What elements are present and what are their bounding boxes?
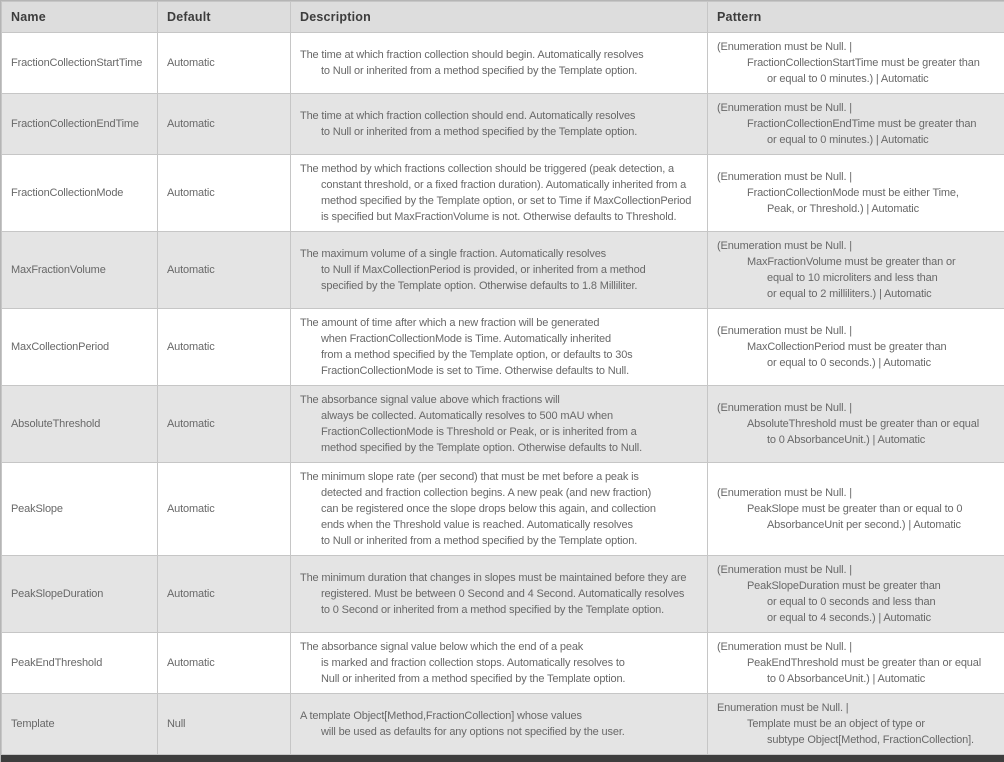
option-description-cell xyxy=(291,155,708,232)
table-header-row xyxy=(2,2,1004,33)
text-line: will be used as defaults for any options not specified by the user. xyxy=(300,724,699,740)
text-line: AbsorbanceUnit per second.) | Automatic xyxy=(717,517,996,533)
text-line: registered. Must be between 0 Second and 4 Second. Automatically resolves xyxy=(300,586,699,602)
option-description-cell xyxy=(291,556,708,633)
text-line: The minimum slope rate (per second) that must be met before a peak is xyxy=(300,469,699,485)
table-row xyxy=(2,633,1004,694)
option-pattern-cell xyxy=(708,232,1004,309)
text-line: from a method specified by the Template option, or defaults to 30s xyxy=(300,347,699,363)
option-name-cell: PeakSlopeDuration xyxy=(2,556,158,633)
text-line: (Enumeration must be Null. | xyxy=(717,639,996,655)
table-row xyxy=(2,33,1004,94)
text-line: FractionCollectionMode must be either Time, xyxy=(717,185,996,201)
option-name-cell: FractionCollectionMode xyxy=(2,155,158,232)
text-line: constant threshold, or a fixed fraction duration). Automatically inherited from a xyxy=(300,177,699,193)
option-default-cell: Automatic xyxy=(158,556,291,633)
text-line: The method by which fractions collection should be triggered (peak detection, a xyxy=(300,161,699,177)
text-line: (Enumeration must be Null. | xyxy=(717,39,996,55)
text-line: (Enumeration must be Null. | xyxy=(717,238,996,254)
table-row xyxy=(2,232,1004,309)
table-row xyxy=(2,155,1004,232)
option-name-cell: AbsoluteThreshold xyxy=(2,386,158,463)
text-line: ends when the Threshold value is reached. Automatically resolves xyxy=(300,517,699,533)
text-line: or equal to 0 minutes.) | Automatic xyxy=(717,132,996,148)
text-line: to Null or inherited from a method specified by the Template option. xyxy=(300,63,699,79)
option-description-cell xyxy=(291,94,708,155)
option-description-cell xyxy=(291,633,708,694)
option-name-cell: Template xyxy=(2,694,158,755)
text-line: or equal to 0 minutes.) | Automatic xyxy=(717,71,996,87)
text-line: FractionCollectionEndTime must be greater than xyxy=(717,116,996,132)
text-line: to 0 AbsorbanceUnit.) | Automatic xyxy=(717,671,996,687)
option-default-cell: Automatic xyxy=(158,155,291,232)
option-name-cell: FractionCollectionStartTime xyxy=(2,33,158,94)
option-name-cell: FractionCollectionEndTime xyxy=(2,94,158,155)
text-line: always be collected. Automatically resolves to 500 mAU when xyxy=(300,408,699,424)
option-default-cell: Automatic xyxy=(158,463,291,556)
column-header-name: Name xyxy=(2,2,158,33)
option-default-cell: Automatic xyxy=(158,232,291,309)
option-pattern-cell xyxy=(708,155,1004,232)
text-line: FractionCollectionMode is set to Time. Otherwise defaults to Null. xyxy=(300,363,699,379)
text-line: The time at which fraction collection should end. Automatically resolves xyxy=(300,108,699,124)
text-line: PeakSlopeDuration must be greater than xyxy=(717,578,996,594)
option-pattern-cell xyxy=(708,386,1004,463)
option-pattern-cell xyxy=(708,694,1004,755)
text-line: Peak, or Threshold.) | Automatic xyxy=(717,201,996,217)
option-default-cell: Automatic xyxy=(158,633,291,694)
text-line: (Enumeration must be Null. | xyxy=(717,485,996,501)
text-line: detected and fraction collection begins. A new peak (and new fraction) xyxy=(300,485,699,501)
table-row xyxy=(2,94,1004,155)
text-line: Template must be an object of type or xyxy=(717,716,996,732)
table-row xyxy=(2,309,1004,386)
text-line: equal to 10 microliters and less than xyxy=(717,270,996,286)
text-line: The absorbance signal value above which fractions will xyxy=(300,392,699,408)
text-line: MaxFractionVolume must be greater than or xyxy=(717,254,996,270)
option-description-cell xyxy=(291,309,708,386)
column-header-pattern: Pattern xyxy=(708,2,1004,33)
option-default-cell: Null xyxy=(158,694,291,755)
text-line: to 0 AbsorbanceUnit.) | Automatic xyxy=(717,432,996,448)
option-description-cell xyxy=(291,33,708,94)
text-line: (Enumeration must be Null. | xyxy=(717,169,996,185)
options-table-grid xyxy=(1,1,1004,755)
text-line: is specified but MaxFractionVolume is not. Otherwise defaults to Threshold. xyxy=(300,209,699,225)
option-default-cell: Automatic xyxy=(158,309,291,386)
text-line: when FractionCollectionMode is Time. Automatically inherited xyxy=(300,331,699,347)
option-name-cell: MaxFractionVolume xyxy=(2,232,158,309)
text-line: to Null if MaxCollectionPeriod is provided, or inherited from a method xyxy=(300,262,699,278)
text-line: Null or inherited from a method specified by the Template option. xyxy=(300,671,699,687)
text-line: (Enumeration must be Null. | xyxy=(717,323,996,339)
text-line: specified by the Template option. Otherwise defaults to 1.8 Milliliter. xyxy=(300,278,699,294)
text-line: FractionCollectionStartTime must be greater than xyxy=(717,55,996,71)
text-line: A template Object[Method,FractionCollection] whose values xyxy=(300,708,699,724)
text-line: to Null or inherited from a method specified by the Template option. xyxy=(300,124,699,140)
table-row xyxy=(2,694,1004,755)
option-description-cell xyxy=(291,232,708,309)
table-row xyxy=(2,463,1004,556)
option-default-cell: Automatic xyxy=(158,386,291,463)
option-name-cell: PeakEndThreshold xyxy=(2,633,158,694)
option-default-cell: Automatic xyxy=(158,33,291,94)
table-row xyxy=(2,556,1004,633)
text-line: Enumeration must be Null. | xyxy=(717,700,996,716)
text-line: (Enumeration must be Null. | xyxy=(717,100,996,116)
option-pattern-cell xyxy=(708,463,1004,556)
text-line: (Enumeration must be Null. | xyxy=(717,400,996,416)
option-pattern-cell xyxy=(708,33,1004,94)
option-pattern-cell xyxy=(708,94,1004,155)
text-line: PeakSlope must be greater than or equal to 0 xyxy=(717,501,996,517)
table-row xyxy=(2,386,1004,463)
text-line: FractionCollectionMode is Threshold or Peak, or is inherited from a xyxy=(300,424,699,440)
text-line: The amount of time after which a new fraction will be generated xyxy=(300,315,699,331)
table-body xyxy=(2,33,1004,755)
option-name-cell: MaxCollectionPeriod xyxy=(2,309,158,386)
text-line: (Enumeration must be Null. | xyxy=(717,562,996,578)
column-header-default: Default xyxy=(158,2,291,33)
text-line: or equal to 2 milliliters.) | Automatic xyxy=(717,286,996,302)
text-line: MaxCollectionPeriod must be greater than xyxy=(717,339,996,355)
text-line: The time at which fraction collection should begin. Automatically resolves xyxy=(300,47,699,63)
text-line: to Null or inherited from a method specified by the Template option. xyxy=(300,533,699,549)
option-name-cell: PeakSlope xyxy=(2,463,158,556)
text-line: The maximum volume of a single fraction. Automatically resolves xyxy=(300,246,699,262)
text-line: or equal to 0 seconds.) | Automatic xyxy=(717,355,996,371)
text-line: or equal to 0 seconds and less than xyxy=(717,594,996,610)
option-pattern-cell xyxy=(708,633,1004,694)
text-line: method specified by the Template option, or set to Time if MaxCollectionPeriod xyxy=(300,193,699,209)
text-line: method specified by the Template option. Otherwise defaults to Null. xyxy=(300,440,699,456)
option-description-cell xyxy=(291,463,708,556)
text-line: PeakEndThreshold must be greater than or equal xyxy=(717,655,996,671)
text-line: The absorbance signal value below which the end of a peak xyxy=(300,639,699,655)
text-line: The minimum duration that changes in slopes must be maintained before they are xyxy=(300,570,699,586)
option-description-cell xyxy=(291,694,708,755)
table-bottom-bar xyxy=(1,755,1004,762)
text-line: is marked and fraction collection stops. Automatically resolves to xyxy=(300,655,699,671)
text-line: to 0 Second or inherited from a method specified by the Template option. xyxy=(300,602,699,618)
text-line: AbsoluteThreshold must be greater than or equal xyxy=(717,416,996,432)
text-line: or equal to 4 seconds.) | Automatic xyxy=(717,610,996,626)
column-header-description: Description xyxy=(291,2,708,33)
text-line: can be registered once the slope drops below this again, and collection xyxy=(300,501,699,517)
option-pattern-cell xyxy=(708,309,1004,386)
option-pattern-cell xyxy=(708,556,1004,633)
text-line: subtype Object[Method, FractionCollection]. xyxy=(717,732,996,748)
option-description-cell xyxy=(291,386,708,463)
option-default-cell: Automatic xyxy=(158,94,291,155)
